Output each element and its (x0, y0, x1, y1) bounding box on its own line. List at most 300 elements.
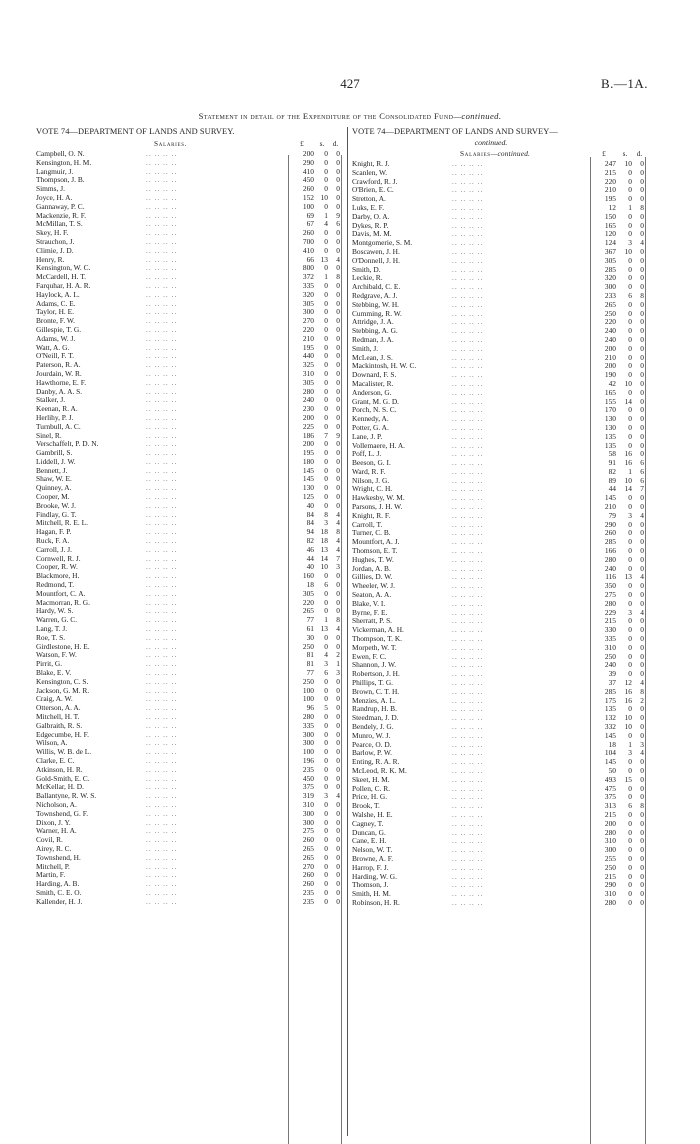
salary-name: Grant, M. G. D. (352, 396, 400, 406)
salary-pounds: 150 (604, 211, 616, 221)
salary-name: Ballantyne, R. W. S. (36, 791, 97, 801)
leader-dots: .. .. .. .. (452, 159, 484, 168)
salary-pence: 0 (640, 211, 644, 221)
salary-pounds: 66 (306, 254, 314, 264)
leader-dots: .. .. .. .. (146, 333, 178, 343)
salary-shillings: 0 (628, 809, 632, 819)
salary-shillings: 0 (324, 738, 328, 748)
salary-pounds: 96 (306, 703, 314, 713)
salary-pence: 0 (336, 316, 340, 326)
salary-name: Dixon, J. Y. (36, 817, 71, 827)
leader-dots: .. .. .. .. (146, 676, 178, 686)
salary-name: Skeet, H. M. (352, 774, 390, 784)
salary-name: Thompson, T. K. (352, 634, 403, 644)
salary-row (36, 247, 345, 256)
leader-dots: .. .. .. .. (452, 590, 484, 600)
leader-dots: .. .. .. .. (146, 430, 178, 440)
salary-name: Phillips, T. G. (352, 678, 393, 688)
salary-pounds: 300 (302, 808, 314, 818)
salary-name: Atkinson, H. R. (36, 764, 83, 774)
salary-pence: 8 (336, 527, 340, 537)
leader-dots: .. .. .. .. (146, 580, 178, 590)
salary-pounds: 275 (302, 826, 314, 836)
salary-pounds: 210 (604, 185, 616, 195)
leader-dots: .. .. .. .. (146, 439, 178, 449)
salary-name: Bronte, F. W. (36, 316, 76, 326)
salary-pence: 0 (640, 554, 644, 564)
salary-name: Hughes, T. W. (352, 554, 394, 564)
leader-dots: .. .. .. .. (146, 289, 178, 299)
salary-shillings: 0 (628, 519, 632, 529)
salary-pence: 0 (640, 493, 644, 503)
salary-shillings: 0 (628, 229, 632, 239)
salary-name: Simms, J. (36, 184, 65, 194)
salary-pence: 0 (640, 440, 644, 450)
salary-shillings: 3 (628, 748, 632, 758)
leader-dots: .. .. .. .. (146, 404, 178, 414)
salary-shillings: 0 (628, 414, 632, 424)
leader-dots: .. .. .. .. (146, 518, 178, 528)
salary-name: Steedman, J. D. (352, 713, 399, 723)
salary-pence: 0 (640, 845, 644, 855)
salary-pounds: 155 (604, 396, 616, 406)
salary-pounds: 18 (306, 580, 314, 590)
salary-pence: 0 (336, 826, 340, 836)
right-salary-list (352, 160, 660, 908)
salary-name: Gambrill, S. (36, 448, 73, 458)
leader-dots: .. .. .. .. (146, 307, 178, 317)
salary-pence: 0 (640, 264, 644, 274)
salary-shillings: 13 (320, 624, 328, 634)
salary-shillings: 10 (624, 722, 632, 731)
salary-row (36, 889, 345, 898)
salary-pence: 0 (640, 783, 644, 793)
salary-shillings: 0 (324, 773, 328, 783)
leader-dots: .. .. .. .. (146, 465, 178, 475)
salary-pence: 0 (640, 713, 644, 723)
salary-name: Bendely, J. G. (352, 722, 394, 731)
salary-shillings: 0 (324, 483, 328, 493)
salary-name: Robinson, H. R. (352, 897, 400, 907)
salary-shillings: 0 (324, 386, 328, 396)
salary-shillings: 0 (324, 685, 328, 695)
salary-shillings: 0 (324, 377, 328, 387)
salary-row (36, 344, 345, 353)
salary-name: Brown, C. T. H. (352, 686, 400, 696)
salary-name: Mountfort, C. A. (36, 588, 86, 598)
leader-dots: .. .. .. .. (452, 546, 484, 556)
left-subhead-label: Salaries. (154, 139, 188, 148)
column-separator (347, 127, 348, 1136)
salary-pounds: 270 (302, 861, 314, 871)
leader-dots: .. .. .. .. (146, 571, 178, 581)
salary-pence: 4 (640, 748, 644, 758)
leader-dots: .. .. .. .. (146, 157, 178, 167)
salary-name: Menzies, A. L. (352, 695, 396, 705)
leader-dots: .. .. .. .. (452, 282, 484, 292)
salary-shillings: 0 (324, 333, 328, 343)
salary-pounds: 165 (604, 220, 616, 230)
leader-dots: .. .. .. .. (452, 431, 484, 441)
salary-row (36, 810, 345, 819)
salary-pence: 0 (336, 324, 340, 334)
salary-shillings: 0 (324, 861, 328, 871)
salary-pence: 0 (336, 333, 340, 343)
salary-pounds: 320 (302, 289, 314, 299)
salary-row (36, 414, 345, 423)
salary-pence: 0 (640, 704, 644, 714)
salary-row (36, 599, 345, 608)
salary-pounds: 186 (302, 430, 314, 440)
salary-shillings: 1 (628, 739, 632, 749)
salary-pounds: 410 (302, 245, 314, 255)
salary-pence: 0 (336, 685, 340, 695)
salary-pence: 0 (640, 809, 644, 819)
salary-name: O'Neill, F. T. (36, 351, 75, 361)
salary-name: Hardy, W. S. (36, 606, 74, 616)
salary-shillings: 3 (628, 510, 632, 520)
salary-name: Pollen, C. R. (352, 783, 390, 793)
salary-shillings: 0 (324, 404, 328, 414)
salary-shillings: 7 (324, 430, 328, 440)
leader-dots: .. .. .. .. (452, 554, 484, 564)
salary-pence: 0 (640, 308, 644, 318)
leader-dots: .. .. .. .. (452, 748, 484, 758)
leader-dots: .. .. .. .. (452, 897, 484, 907)
salary-pounds: 475 (604, 783, 616, 793)
salary-pence: 0 (640, 334, 644, 344)
salary-name: McCardell, H. T. (36, 272, 87, 282)
salary-pounds: 135 (604, 704, 616, 714)
salary-pounds: 310 (302, 368, 314, 378)
salary-pence: 8 (640, 686, 644, 696)
salary-shillings: 0 (324, 307, 328, 317)
salary-pence: 0 (336, 474, 340, 484)
statement-title-text: Statement in detail of the Expenditure of the Consolidated Fund (198, 111, 454, 121)
leader-dots: .. .. .. .. (146, 456, 178, 466)
salary-pounds: 210 (604, 352, 616, 362)
leader-dots: .. .. .. .. (452, 713, 484, 723)
salary-pounds: 135 (604, 440, 616, 450)
salary-name: Turner, C. B. (352, 528, 391, 538)
salary-pounds: 82 (306, 536, 314, 546)
salary-shillings: 13 (320, 254, 328, 264)
leader-dots: .. .. .. .. (146, 764, 178, 774)
salary-name: Davis, M. M. (352, 229, 392, 239)
salary-pounds: 196 (302, 755, 314, 765)
salary-pence: 0 (336, 184, 340, 194)
salary-name: Redmond, T. (36, 580, 75, 590)
salary-shillings: 0 (324, 588, 328, 598)
leader-dots: .. .. .. .. (452, 387, 484, 397)
salary-name: Willis, W. B. de L. (36, 747, 92, 757)
salary-name: Macalister, R. (352, 378, 394, 388)
salary-pounds: 367 (604, 246, 616, 256)
leader-dots: .. .. .. .. (146, 421, 178, 431)
salary-shillings: 0 (628, 853, 632, 863)
salary-pence: 4 (640, 572, 644, 582)
salary-pounds: 100 (302, 201, 314, 211)
salary-shillings: 0 (628, 563, 632, 573)
salary-name: Redgrave, A. J. (352, 290, 398, 300)
leader-dots: .. .. .. .. (452, 563, 484, 573)
salary-row (36, 704, 345, 713)
salary-shillings: 0 (628, 194, 632, 204)
salary-row (36, 845, 345, 854)
salary-shillings: 0 (324, 782, 328, 792)
statement-title (0, 111, 700, 121)
salary-pence: 0 (640, 774, 644, 784)
salary-pence: 0 (640, 370, 644, 380)
salary-name: Mitchell, R. E. L. (36, 518, 88, 528)
salary-name: Downard, F. S. (352, 370, 397, 380)
salary-name: Stretton, A. (352, 194, 386, 204)
salary-pence: 0 (640, 519, 644, 529)
salary-row (36, 792, 345, 801)
salary-name: Cagney, T. (352, 818, 384, 828)
salary-pence: 0 (336, 500, 340, 510)
salary-shillings: 0 (628, 352, 632, 362)
salary-pounds: 305 (302, 588, 314, 598)
salary-pounds: 260 (302, 870, 314, 880)
salary-shillings: 0 (628, 827, 632, 837)
salary-shillings: 0 (628, 334, 632, 344)
salary-pounds: 332 (604, 722, 616, 731)
salary-pence: 6 (640, 466, 644, 476)
salary-pounds: 375 (604, 792, 616, 802)
salary-row (36, 405, 345, 414)
salary-name: Climie, J. D. (36, 245, 74, 255)
salary-pence: 0 (336, 395, 340, 405)
salary-pence: 4 (336, 544, 340, 554)
salary-pence: 0 (640, 352, 644, 362)
salary-pence: 0 (640, 669, 644, 679)
salary-shillings: 0 (628, 502, 632, 512)
salary-pounds: 300 (604, 845, 616, 855)
leader-dots: .. .. .. .. (452, 493, 484, 503)
salary-pounds: 225 (302, 421, 314, 431)
statement-title-suffix: —continued. (453, 111, 502, 121)
salary-shillings: 0 (324, 439, 328, 449)
salary-shillings: 0 (628, 871, 632, 881)
salary-shillings: 0 (324, 236, 328, 246)
salary-pence: 0 (640, 625, 644, 635)
salary-pounds: 310 (604, 889, 616, 899)
salary-pence: 0 (640, 581, 644, 591)
salary-pounds: 285 (604, 686, 616, 696)
salary-pounds: 145 (604, 493, 616, 503)
salary-shillings: 0 (324, 694, 328, 704)
salary-shillings: 6 (324, 580, 328, 590)
salary-name: Shannon, J. W. (352, 660, 397, 670)
salary-name: Craig, A. W. (36, 694, 73, 704)
salary-pence: 0 (640, 431, 644, 441)
salary-name: Blake, V. I. (352, 598, 386, 608)
salary-pence: 0 (640, 185, 644, 195)
salary-pence: 0 (640, 176, 644, 186)
salary-pence: 0 (336, 703, 340, 713)
leader-dots: .. .. .. .. (146, 175, 178, 185)
salary-name: Girdlestone, H. E. (36, 641, 90, 651)
salary-pounds: 250 (302, 641, 314, 651)
salary-shillings: 0 (324, 201, 328, 211)
leader-dots: .. .. .. .. (146, 773, 178, 783)
leader-dots: .. .. .. .. (146, 641, 178, 651)
leader-dots: .. .. .. .. (146, 192, 178, 202)
leader-dots: .. .. .. .. (146, 685, 178, 695)
salary-shillings: 0 (628, 308, 632, 318)
salary-shillings: 0 (628, 730, 632, 740)
salary-name: Haylock, A. L. (36, 289, 80, 299)
salary-row (36, 493, 345, 502)
salary-row (36, 607, 345, 616)
salary-row (36, 616, 345, 625)
salary-pence: 0 (640, 563, 644, 573)
salary-name: Attridge, J. A. (352, 317, 394, 327)
leader-dots: .. .. .. .. (146, 650, 178, 660)
page-reference: B.—1A. (600, 76, 648, 91)
salary-shillings: 0 (628, 387, 632, 397)
salary-shillings: 0 (324, 492, 328, 502)
leader-dots: .. .. .. .. (146, 835, 178, 845)
salary-name: Cooper, M. (36, 492, 70, 502)
salary-shillings: 1 (628, 466, 632, 476)
salary-row (36, 458, 345, 467)
salary-pounds: 220 (302, 597, 314, 607)
salary-pounds: 210 (302, 333, 314, 343)
salary-row (36, 880, 345, 889)
salary-pence: 0 (640, 889, 644, 899)
salary-pence: 0 (640, 722, 644, 731)
leader-dots: .. .. .. .. (452, 475, 484, 485)
salary-row (36, 291, 345, 300)
salary-shillings: 0 (324, 421, 328, 431)
salary-shillings: 3 (628, 607, 632, 617)
leader-dots: .. .. .. .. (452, 880, 484, 890)
leader-dots: .. .. .. .. (146, 887, 178, 897)
salary-shillings: 0 (324, 799, 328, 809)
salary-name: Shaw, W. E. (36, 474, 72, 484)
salary-pounds: 350 (604, 581, 616, 591)
salary-shillings: 0 (628, 660, 632, 670)
salary-name: Byrne, F. E. (352, 607, 388, 617)
salary-pence: 4 (336, 536, 340, 546)
salary-pounds: 450 (302, 175, 314, 185)
salary-row (36, 176, 345, 185)
salary-shillings: 0 (628, 792, 632, 802)
salary-pounds: 450 (302, 773, 314, 783)
leader-dots: .. .. .. .. (452, 519, 484, 529)
salary-pence: 0 (336, 465, 340, 475)
salary-pounds: 319 (302, 791, 314, 801)
salary-name: Porch, N. S. C. (352, 405, 397, 415)
salary-name: Kensington, H. M. (36, 157, 92, 167)
salary-shillings: 0 (628, 493, 632, 503)
leader-dots: .. .. .. .. (452, 264, 484, 274)
leader-dots: .. .. .. .. (452, 449, 484, 459)
salary-pence: 0 (640, 836, 644, 846)
salary-pence: 0 (640, 660, 644, 670)
salary-pence: 0 (640, 414, 644, 424)
salary-name: Crawford, R. J. (352, 176, 398, 186)
salary-pounds: 67 (306, 219, 314, 229)
leader-dots: .. .. .. .. (452, 801, 484, 811)
left-unit-pounds: £ (300, 139, 304, 148)
salary-pence: 6 (640, 475, 644, 485)
leader-dots: .. .. .. .. (146, 272, 178, 282)
leader-dots: .. .. .. .. (452, 334, 484, 344)
leader-dots: .. .. .. .. (146, 500, 178, 510)
salary-shillings: 0 (324, 149, 328, 158)
salary-pounds: 145 (302, 474, 314, 484)
salary-pounds: 61 (306, 624, 314, 634)
salary-name: Adams, C. E. (36, 298, 76, 308)
leader-dots: .. .. .. .. (146, 298, 178, 308)
salary-pence: 0 (336, 421, 340, 431)
salary-shillings: 0 (324, 720, 328, 730)
salary-name: Keenan, R. A. (36, 404, 78, 414)
leader-dots: .. .. .. .. (146, 219, 178, 229)
leader-dots: .. .. .. .. (452, 405, 484, 415)
salary-shillings: 0 (324, 808, 328, 818)
salary-name: Nelson, W. T. (352, 845, 393, 855)
salary-pounds: 215 (604, 809, 616, 819)
salary-shillings: 8 (324, 509, 328, 519)
leader-dots: .. .. .. .. (452, 634, 484, 644)
salary-shillings: 0 (628, 757, 632, 767)
salary-row (36, 854, 345, 863)
salary-pounds: 220 (604, 176, 616, 186)
salary-shillings: 18 (320, 536, 328, 546)
salary-shillings: 16 (624, 686, 632, 696)
salary-name: Redman, J. A. (352, 334, 394, 344)
leader-dots: .. .. .. .. (146, 386, 178, 396)
salary-pence: 0 (336, 157, 340, 167)
salary-pence: 0 (640, 528, 644, 538)
salary-pence: 0 (640, 590, 644, 600)
salary-pounds: 265 (302, 606, 314, 616)
leader-dots: .. .. .. .. (452, 370, 484, 380)
leader-dots: .. .. .. .. (146, 412, 178, 422)
salary-name: Mountfort, A. J. (352, 537, 400, 547)
salary-pence: 8 (336, 615, 340, 625)
salary-name: Morpeth, W. T. (352, 642, 397, 652)
leader-dots: .. .. .. .. (146, 562, 178, 572)
salary-pounds: 104 (604, 748, 616, 758)
salary-name: Kallender, H. J. (36, 896, 83, 906)
salary-name: Randrup, H. B. (352, 704, 397, 714)
salary-name: Gold-Smith, E. C. (36, 773, 90, 783)
salary-shillings: 0 (324, 412, 328, 422)
salary-name: Clarke, E. C. (36, 755, 75, 765)
salary-shillings: 0 (324, 835, 328, 845)
leader-dots: .. .. .. .. (452, 660, 484, 670)
salary-pence: 0 (640, 853, 644, 863)
leader-dots: .. .. .. .. (452, 466, 484, 476)
salary-pence: 0 (336, 571, 340, 581)
leader-dots: .. .. .. .. (146, 861, 178, 871)
salary-name: Henry, R. (36, 254, 65, 264)
leader-dots: .. .. .. .. (146, 632, 178, 642)
salary-name: Archibald, C. E. (352, 282, 401, 292)
leader-dots: .. .. .. .. (146, 351, 178, 361)
salary-shillings: 10 (320, 562, 328, 572)
salary-name: Warren, G. C. (36, 615, 78, 625)
salary-name: Paterson, R. A. (36, 360, 81, 370)
salary-pounds: 166 (604, 546, 616, 556)
salary-shillings: 10 (320, 192, 328, 202)
leader-dots: .. .. .. .. (146, 492, 178, 502)
